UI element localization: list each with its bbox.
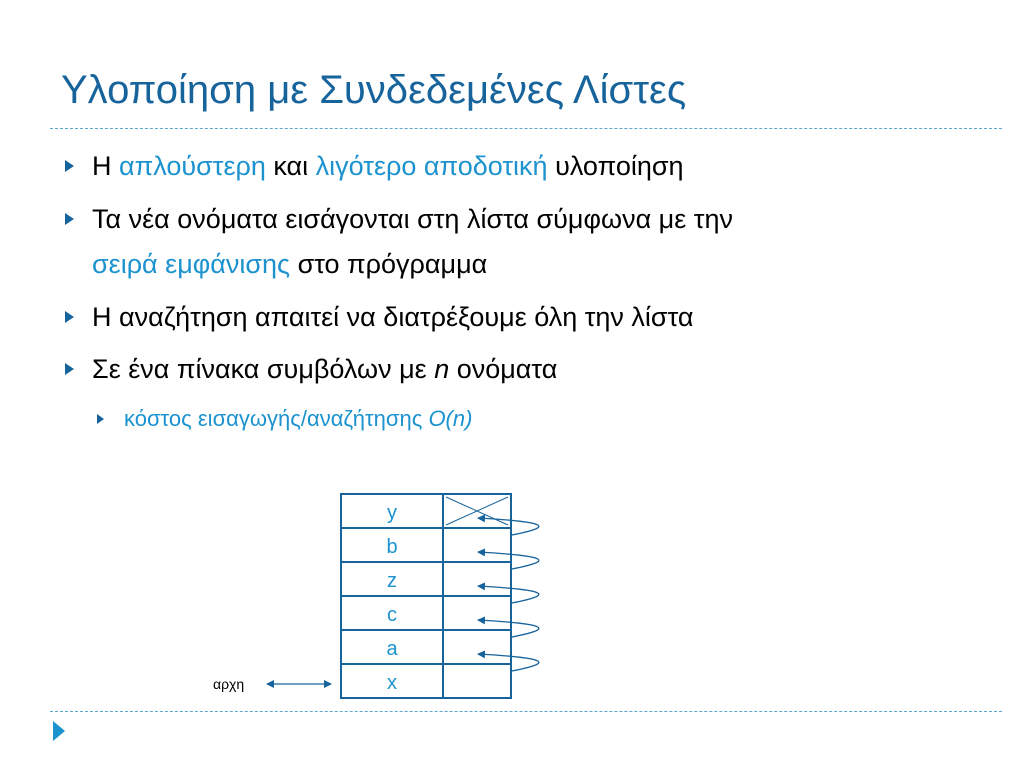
slide-title: Υλοποίηση με Συνδεδεμένες Λίστες bbox=[61, 68, 687, 112]
node-pointer-cell bbox=[443, 630, 511, 664]
node-pointer-cell bbox=[443, 528, 511, 562]
bullet-3: Η αναζήτηση απαιτεί να διατρέξουμε όλη την λίστα bbox=[92, 302, 694, 332]
node-table bbox=[341, 494, 511, 698]
node-row bbox=[341, 630, 511, 664]
bullet-4-text-a: Σε ένα πίνακα συμβόλων με bbox=[92, 354, 435, 384]
bullet-2-text-rest: στο πρόγραμμα bbox=[290, 249, 488, 279]
node-pointer-cell bbox=[443, 664, 511, 698]
bullet-4-text-b: ονόματα bbox=[449, 354, 558, 384]
node-row bbox=[341, 596, 511, 630]
node-key-label: a bbox=[386, 638, 398, 660]
node-row bbox=[341, 664, 511, 698]
node-key-label: c bbox=[387, 604, 397, 626]
bullet-1-highlight-less-efficient: λιγότερο αποδοτική bbox=[315, 151, 548, 181]
bullet-2-line-1: Τα νέα ονόματα εισάγονται στη λίστα σύμφωνα με την bbox=[92, 204, 733, 234]
node-row bbox=[341, 494, 511, 528]
node-row bbox=[341, 562, 511, 596]
node-key-label: b bbox=[386, 536, 398, 558]
node-key-label: y bbox=[387, 502, 397, 524]
bullet-1-text-c: υλοποίηση bbox=[547, 151, 684, 181]
bullet-1-text-b: και bbox=[265, 151, 316, 181]
bullet-4-italic-n: n bbox=[434, 354, 450, 384]
sub-bullet-italic-complexity: O(n) bbox=[428, 406, 473, 431]
node-pointer-cell bbox=[443, 596, 511, 630]
node-key-label: z bbox=[387, 570, 397, 592]
next-slide-icon[interactable] bbox=[53, 721, 65, 741]
node-row bbox=[341, 528, 511, 562]
head-label: αρχη bbox=[213, 676, 245, 692]
bullet-2-highlight-order: σειρά εμφάνισης bbox=[92, 249, 291, 279]
bullet-1-highlight-simplest: απλούστερη bbox=[119, 151, 266, 181]
node-pointer-cell bbox=[443, 562, 511, 596]
node-key-label: x bbox=[387, 672, 397, 694]
sub-bullet-text: κόστος εισαγωγής/αναζήτησης bbox=[124, 406, 429, 431]
bullet-1-text-a: Η bbox=[92, 151, 119, 181]
footer-divider bbox=[50, 711, 1002, 712]
